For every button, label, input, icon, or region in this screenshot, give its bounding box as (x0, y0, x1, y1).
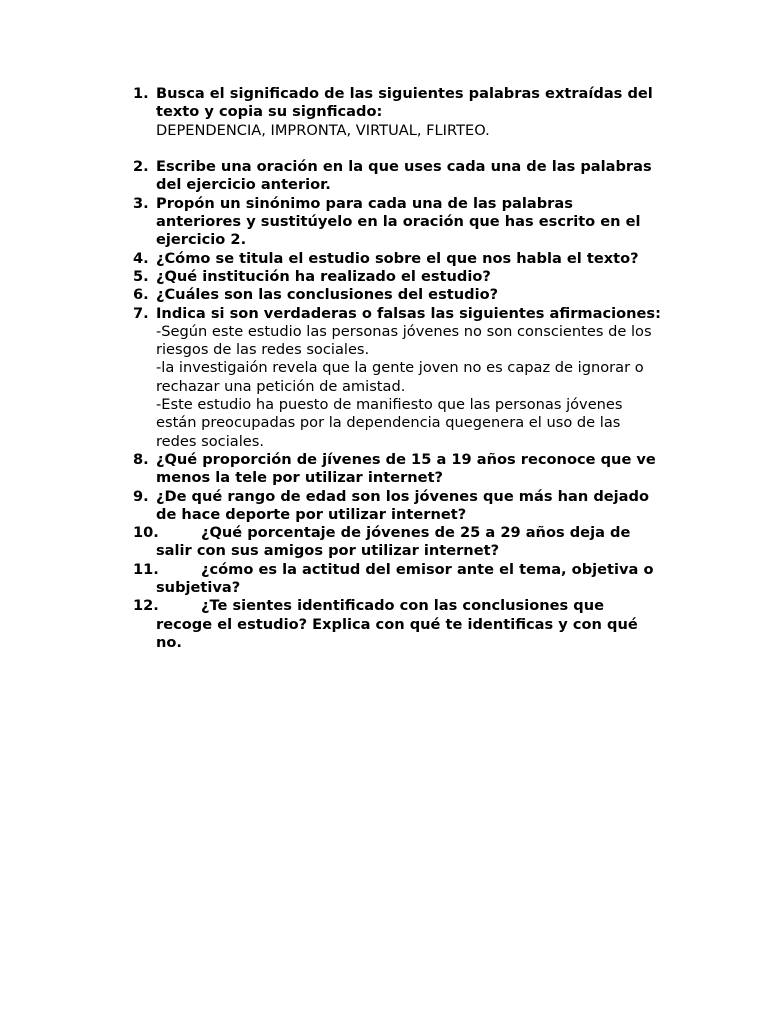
question-detail: DEPENDENCIA, IMPRONTA, VIRTUAL, FLIRTEO. (156, 121, 490, 139)
question-number: 8. (133, 450, 149, 468)
question-text: ¿Te sientes identificado con las conclusiones que recoge el estudio? Explica con qué te identificas y con qué no. (156, 597, 638, 651)
question-item-4 (133, 250, 663, 268)
question-text: ¿Qué institución ha realizado el estudio? (156, 267, 491, 285)
question-number: 5. (133, 267, 149, 285)
question-number: 10. (133, 524, 159, 542)
question-item-1 (133, 85, 663, 140)
question-item-11 (133, 561, 663, 598)
question-text: Indica si son verdaderas o falsas las siguientes afirmaciones: (156, 304, 661, 322)
question-number: 6. (133, 286, 149, 304)
question-number: 11. (133, 560, 159, 578)
question-item-3 (133, 195, 663, 250)
question-item-6 (133, 286, 663, 304)
question-number: 9. (133, 487, 149, 505)
question-number: 12. (133, 597, 159, 615)
statement-2: -la investigaión revela que la gente joven no es capaz de ignorar o rechazar una petición de amistad. (156, 359, 644, 395)
question-text: ¿Cómo se titula el estudio sobre el que nos habla el texto? (156, 249, 639, 267)
statement-3: -Este estudio ha puesto de manifiesto que las personas jóvenes están preocupadas por la dependencia quegenera el uso de las redes sociales. (156, 396, 623, 450)
question-item-5 (133, 268, 663, 286)
question-text: ¿Qué porcentaje de jóvenes de 25 a 29 años deja de salir con sus amigos por utilizar internet? (156, 524, 631, 560)
question-number: 4. (133, 249, 149, 267)
question-number: 3. (133, 194, 149, 212)
question-number: 7. (133, 304, 149, 322)
question-text: Busca el significado de las siguientes palabras extraídas del texto y copia su signficado: (156, 85, 653, 121)
question-item-12 (133, 597, 663, 652)
question-text: ¿Qué proporción de jívenes de 15 a 19 años reconoce que ve menos la tele por utilizar internet? (156, 450, 656, 487)
question-item-8 (133, 451, 663, 488)
question-number: 1. (133, 85, 149, 102)
question-item-2 (133, 158, 663, 195)
question-text: Propón un sinónimo para cada una de las palabras anteriores y sustitúyelo en la oración que has escrito en el ejercicio 2. (156, 194, 641, 249)
statement-1: -Según este estudio las personas jóvenes no son conscientes de los riesgos de las redes sociales. (156, 322, 652, 359)
question-number: 2. (133, 158, 149, 176)
question-text: Escribe una oración en la que uses cada una de las palabras del ejercicio anterior. (156, 158, 652, 194)
question-list (133, 85, 663, 652)
question-text: ¿cómo es la actitud del emisor ante el tema, objetiva o subjetiva? (156, 560, 654, 597)
question-item-10 (133, 524, 663, 561)
question-item-7 (133, 305, 663, 451)
question-item-9 (133, 488, 663, 525)
question-text: ¿De qué rango de edad son los jóvenes que más han dejado de hace deporte por utilizar internet? (156, 487, 649, 523)
question-text: ¿Cuáles son las conclusiones del estudio? (156, 286, 499, 304)
